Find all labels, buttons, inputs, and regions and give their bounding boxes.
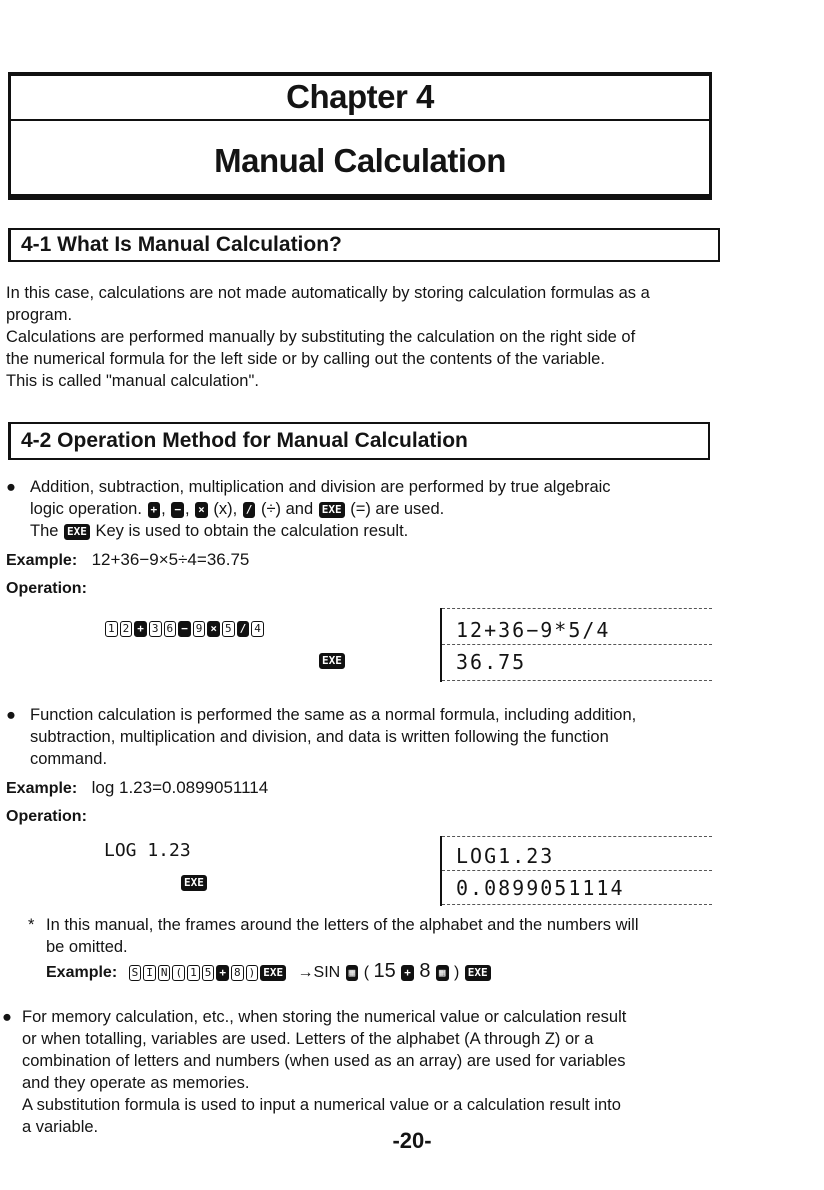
shift-key-icon: ▦ (346, 965, 359, 981)
calculator-display-1 (440, 608, 712, 682)
bullet-line: Addition, subtraction, multiplication and division are performed by true algebraic (30, 478, 611, 496)
key-i: I (143, 965, 156, 981)
operation-label: Operation: (6, 808, 87, 825)
bullet-dot-icon: ● (6, 706, 16, 724)
bullet-line (30, 520, 720, 542)
key-plus: + (134, 621, 147, 637)
example-1 (6, 550, 249, 570)
bullet-line: logic operation. + , − , × (x), / (÷) and EXE (=) are used. (30, 500, 445, 518)
section-4-1-heading: 4-1 What Is Manual Calculation? (8, 228, 720, 262)
bullet-function (6, 704, 720, 770)
bullet-line: Function calculation is performed the same as a normal formula, including addition, (30, 706, 637, 724)
key-minus: − (178, 621, 191, 637)
text: (÷) and (260, 500, 314, 518)
operation-2-keys: LOG 1.23 (104, 840, 191, 861)
key-s: S (129, 965, 142, 981)
section-4-1-paragraph (6, 282, 718, 392)
key-9: 9 (193, 621, 206, 637)
note-line: In this manual, the frames around the letters of the alphabet and the numbers will (46, 916, 639, 934)
paren-icon: ( (363, 964, 370, 981)
plus-key-icon: + (401, 965, 414, 981)
exe-key-icon: EXE (465, 965, 491, 981)
example-formula: log 1.23=0.0899051114 (91, 778, 269, 797)
paragraph-line: In this case, calculations are not made automatically by storing calculation formulas as a (6, 284, 650, 302)
example-label: Example: (6, 780, 78, 797)
text: Key is used to obtain the calculation result. (95, 522, 409, 540)
calculator-display-2 (440, 836, 712, 906)
exe-key-icon: EXE (64, 524, 90, 540)
key-1: 1 (187, 965, 200, 981)
minus-key-icon: − (171, 502, 184, 518)
chapter-subtitle: Manual Calculation (214, 142, 506, 179)
key-4: 4 (251, 621, 264, 637)
paragraph-line: program. (6, 306, 73, 324)
bullet-arithmetic (6, 476, 720, 542)
paragraph-line: or when totalling, variables are used. Letters of the alphabet (A through Z) or a (22, 1030, 594, 1048)
key-close-paren: ) (246, 965, 259, 981)
boxed-keys (128, 964, 292, 981)
bullet-line: subtraction, multiplication and division, and data is written following the function (30, 728, 609, 746)
key-plus: + (216, 965, 229, 981)
display-line-2: 36.75 (456, 650, 527, 674)
paragraph-line: This is called "manual calculation". (6, 372, 259, 390)
paragraph-line: A substitution formula is used to input a numerical value or a calculation result into (22, 1096, 621, 1114)
paragraph-line: Calculations are performed manually by substituting the calculation on the right side of (6, 328, 636, 346)
bullet-dot-icon: ● (6, 478, 16, 496)
divide-key-icon: / (243, 502, 256, 518)
operation-1-keys (104, 620, 265, 638)
text: The (30, 522, 59, 540)
chapter-divider (11, 119, 709, 121)
paragraph-line: combination of letters and numbers (when used as an array) are used for variables (22, 1052, 626, 1070)
chapter-title: Chapter 4 (286, 78, 434, 115)
text: (x), (213, 500, 238, 518)
key-1: 1 (105, 621, 118, 637)
display-rule (442, 608, 712, 610)
key-n: N (158, 965, 171, 981)
arrow-sin-text: →SIN (297, 964, 341, 981)
tail-number-b: 8 (419, 960, 431, 982)
example-formula: 12+36−9×5÷4=36.75 (91, 550, 250, 569)
display-line-1: LOG1.23 (456, 844, 555, 868)
key-8: 8 (231, 965, 244, 981)
text: (=) are used. (350, 500, 445, 518)
text: logic operation. (30, 500, 142, 518)
section-4-2-heading: 4-2 Operation Method for Manual Calculation (8, 422, 710, 460)
example-label: Example: (46, 964, 118, 981)
chapter-header-box (8, 72, 712, 200)
key-2: 2 (120, 621, 133, 637)
bullet-dot-icon: ● (2, 1008, 12, 1026)
memory-paragraph (2, 1006, 716, 1138)
asterisk-icon: * (28, 916, 35, 934)
key-5: 5 (202, 965, 215, 981)
display-rule (442, 904, 712, 906)
bullet-line: command. (30, 750, 108, 768)
key-exe: EXE (260, 965, 286, 981)
exe-key-icon: EXE (181, 875, 207, 891)
paren-icon: ) (453, 964, 460, 981)
page-number: -20- (392, 1128, 432, 1153)
operation-1-exe (318, 652, 346, 670)
display-line-2: 0.0899051114 (456, 876, 625, 900)
display-rule (442, 644, 712, 646)
paragraph-line: a variable. (22, 1118, 99, 1136)
paragraph-line: and they operate as memories. (22, 1074, 250, 1092)
multiply-key-icon: × (195, 502, 208, 518)
key-open-paren: ( (172, 965, 185, 981)
key-6: 6 (164, 621, 177, 637)
paragraph-line: the numerical formula for the left side or by calling out the contents of the variable. (6, 350, 605, 368)
note-example (46, 960, 492, 983)
shift-key-icon: ▦ (436, 965, 449, 981)
key-3: 3 (149, 621, 162, 637)
display-rule (442, 870, 712, 872)
operation-label: Operation: (6, 580, 87, 597)
example-2 (6, 778, 268, 798)
note (28, 914, 716, 958)
key-5: 5 (222, 621, 235, 637)
operation-2-exe (180, 874, 208, 892)
display-line-1: 12+36−9*5/4 (456, 618, 611, 642)
key-multiply: × (207, 621, 220, 637)
paragraph-line: For memory calculation, etc., when storing the numerical value or calculation result (22, 1008, 627, 1026)
display-rule (442, 680, 712, 682)
plus-key-icon: + (148, 502, 161, 518)
exe-key-icon: EXE (319, 502, 345, 518)
display-rule (442, 836, 712, 838)
tail-number-a: 15 (373, 960, 396, 982)
key-divide: / (237, 621, 250, 637)
note-line: be omitted. (46, 938, 128, 956)
example-label: Example: (6, 552, 78, 569)
exe-key-icon: EXE (319, 653, 345, 669)
